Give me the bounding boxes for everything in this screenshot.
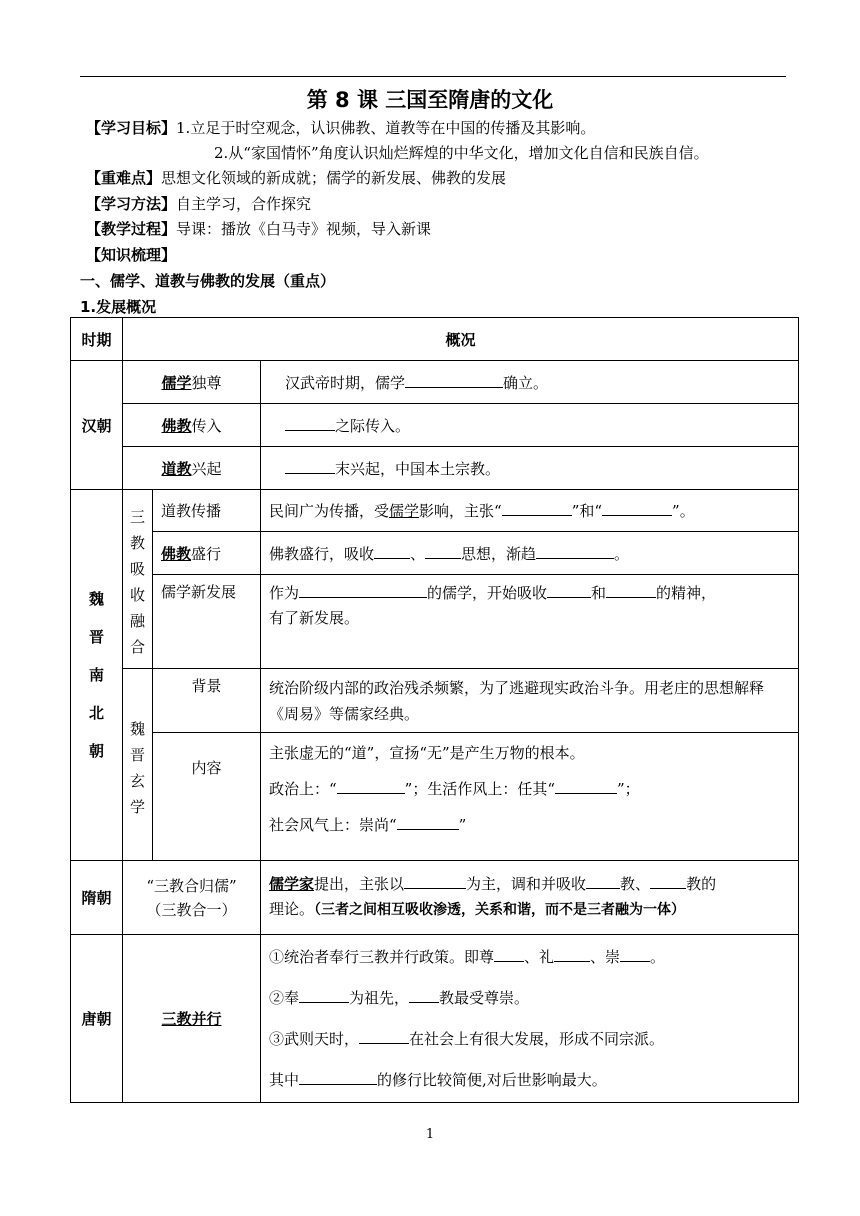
topic-cell: 背景 [153, 669, 261, 733]
table-row [71, 490, 799, 532]
era-sui: 隋朝 [71, 861, 123, 935]
header-period: 时期 [71, 318, 123, 361]
answer-blank [405, 373, 503, 388]
group-sanjiao: 三 教 吸 收 融 合 [123, 490, 153, 669]
topic-cell: 儒学独尊 [123, 361, 261, 404]
content-cell: 之际传入。 [261, 404, 799, 447]
goals-item-2: 2.从“家国情怀”角度认识灿烂辉煌的中华文化，增加文化自信和民族自信。 [214, 144, 709, 162]
key-points-text: 思想文化领域的新成就；儒学的新发展、佛教的发展 [161, 169, 507, 187]
knowledge-label: 【知识梳理】 [86, 246, 177, 264]
key-points-label: 【重难点】 [86, 169, 162, 187]
goals-item-1: 1.立足于时空观念，认识佛教、道教等在中国的传播及其影响。 [176, 119, 596, 137]
knowledge-line [86, 244, 176, 265]
header-overview: 概况 [123, 318, 799, 361]
header-rule [80, 76, 786, 77]
era-weijin: 魏 晋 南 北 朝 [71, 490, 123, 861]
method-label: 【学习方法】 [86, 195, 177, 213]
process-line [86, 218, 431, 239]
table-row [71, 361, 799, 404]
content-cell: 作为 的儒学，开始吸收 和 的精神， 有了新发展。 [261, 575, 799, 669]
table-row [71, 447, 799, 490]
era-han: 汉朝 [71, 361, 123, 490]
table-row [71, 861, 799, 935]
content-cell: ①统治者奉行三教并行政策。即尊 、礼 、崇 。 ②奉 为祖先， 教最受尊崇。 ③武则天时， 在社会上有很大发展，形成不同宗派。 其中 的修行比较简便,对后世影响最大。 [261, 935, 799, 1103]
lesson-title: 第 8 课 三国至隋唐的文化 [306, 88, 554, 112]
process-label: 【教学过程】 [86, 220, 177, 238]
topic-cell: 道教传播 [153, 490, 261, 532]
table-row [71, 733, 799, 861]
method-line [86, 193, 311, 214]
topic-cell: 道教兴起 [123, 447, 261, 490]
topic-cell: 儒学新发展 [153, 575, 261, 669]
overview-table [70, 317, 799, 1103]
content-cell: 儒学家提出，主张以 为主，调和并吸收 教、 教的 理论。（三者之间相互吸收渗透，关系和谐，而不是三者融为一体） [261, 861, 799, 935]
content-cell: 主张虚无的“道”，宣扬“无”是产生万物的根本。 政治上：“ ”；生活作风上：任其“ ”； 社会风气上：崇尚“ ” [261, 733, 799, 861]
era-tang: 唐朝 [71, 935, 123, 1103]
topic-cell: “三教合归儒” （三教合一） [123, 861, 261, 935]
process-text: 导课：播放《白马寺》视频，导入新课 [176, 220, 432, 238]
topic-cell: 内容 [153, 733, 261, 861]
table-row [71, 404, 799, 447]
table-header-row [71, 318, 799, 361]
answer-blank [285, 459, 335, 474]
subsection-heading: 1.发展概况 [80, 298, 157, 316]
group-xuanxue: 魏 晋 玄 学 [123, 669, 153, 861]
content-cell: 佛教盛行，吸收 、 思想，渐趋 。 [261, 532, 799, 575]
topic-cell: 佛教传入 [123, 404, 261, 447]
answer-blank [285, 416, 335, 431]
method-text: 自主学习，合作探究 [176, 195, 312, 213]
content-cell: 统治阶级内部的政治残杀频繁，为了逃避现实政治斗争。用老庄的思想解释《周易》等儒家经典。 [261, 669, 799, 733]
page-number: 1 [425, 1127, 435, 1142]
topic-cell: 三教并行 [123, 935, 261, 1103]
key-points-line [86, 167, 506, 188]
content-cell: 末兴起，中国本土宗教。 [261, 447, 799, 490]
table-row [71, 935, 799, 1103]
content-cell: 汉武帝时期，儒学 确立。 [261, 361, 799, 404]
table-row [71, 532, 799, 575]
table-row [71, 669, 799, 733]
table-row [71, 575, 799, 669]
goals-label: 【学习目标】 [86, 119, 177, 137]
content-cell: 民间广为传播，受儒学影响，主张“ ”和“ ”。 [261, 490, 799, 532]
topic-cell: 佛教盛行 [153, 532, 261, 575]
goals-line-1 [86, 117, 595, 138]
section-heading-1: 一、儒学、道教与佛教的发展（重点） [80, 272, 336, 290]
